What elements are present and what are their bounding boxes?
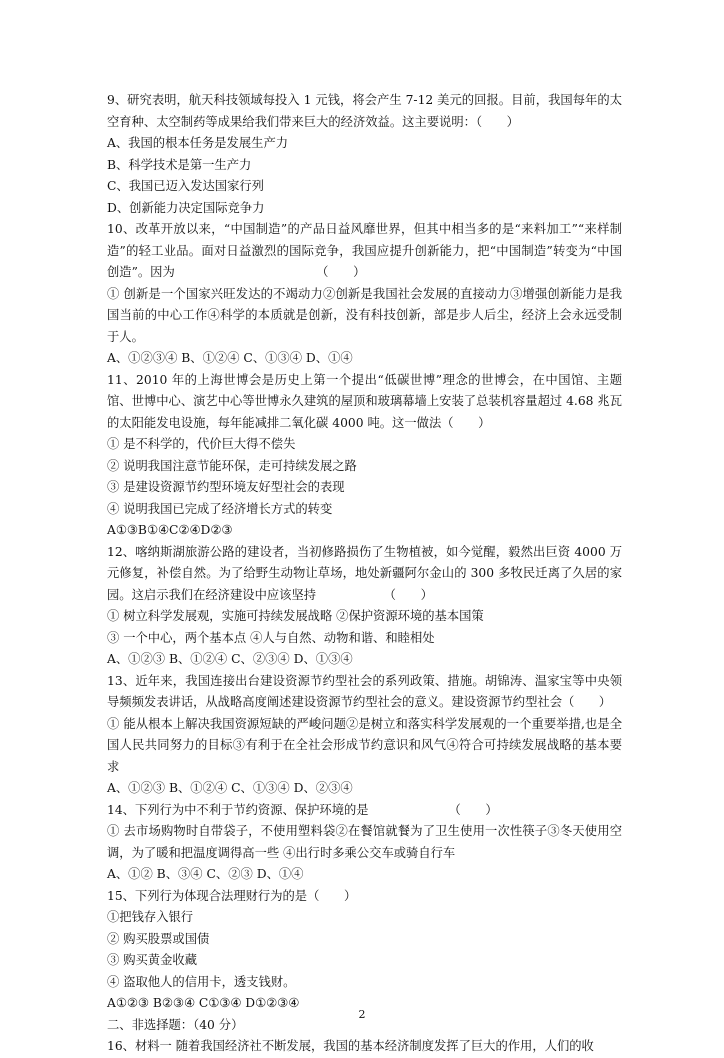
document-page: [107, 90, 622, 1058]
question-14-statements: ① 去市场购物时自带袋子，不使用塑料袋②在餐馆就餐为了卫生使用一次性筷子③冬天使用空调，为了暖和把温度调得高一些 ④出行时多乘公交车或骑自行车: [107, 824, 622, 860]
question-15-statement-1: ①把钱存入银行: [107, 910, 194, 924]
question-11-options: A①③B①④C②④D②③: [107, 523, 233, 537]
question-9-option-a: A、我国的根本任务是发展生产力: [107, 136, 289, 150]
question-15-statement-2: ② 购买股票或国债: [107, 931, 210, 946]
question-15-statement-4: ④ 盗取他人的信用卡，透支钱财。: [107, 974, 296, 989]
question-12-statements-3-4: ③ 一个中心，两个基本点 ④人与自然、动物和谐、和睦相处: [107, 630, 435, 645]
question-12-stem: 12、喀纳斯湖旅游公路的建设者，当初修路损伤了生物植被，如今觉醒，毅然出巨资 4000 万元修复，补偿自然。为了给野生动物让草场，地处新疆阿尔金山的 300 多牧民迁离了久居的家园。这启示我们在经济建设中应该坚持 （ ）: [107, 544, 622, 602]
question-10-statements: ① 创新是一个国家兴旺发达的不竭动力②创新是我国社会发展的直接动力③增强创新能力是我国当前的中心工作④科学的本质就是创新，没有科技创新，部是步人后尘，经济上会永远受制于人。: [107, 286, 622, 344]
question-11-statement-3: ③ 是建设资源节约型环境友好型社会的表现: [107, 480, 345, 494]
question-14-stem: 14、下列行为中不利于节约资源、保护环境的是 （ ）: [107, 802, 498, 817]
question-13-statements: ① 能从根本上解决我国资源短缺的严峻问题②是树立和落实科学发展观的一个重要举措,也是全国人民共同努力的目标③有利于在全社会形成节约意识和风气④符合可持续发展战略的基本要求: [107, 716, 622, 774]
question-9-option-d: D、创新能力决定国际竞争力: [107, 200, 265, 215]
question-9-stem: 9、研究表明，航天科技领域每投入 1 元钱，将会产生 7-12 美元的回报。目前，我国每年的太空育种、太空制药等成果给我们带来巨大的经济效益。这主要说明：（ ）: [107, 93, 622, 129]
question-10-options: A、①②③④ B、①②④ C、①③④ D、①④: [107, 351, 353, 365]
question-16-stem: 16、材料一 随着我国经济社不断发展，我国的基本经济制度发挥了巨大的作用，人们的收: [107, 1039, 594, 1053]
page-number: 2: [358, 1008, 366, 1021]
question-10-stem: 10、改革开放以来，“中国制造”的产品日益风靡世界，但其中相当多的是“来料加工”“来样制造”的轻工业品。面对日益激烈的国际竞争，我国应提升创新能力，把“中国制造”转变为“中国创造”。因为 （ ）: [107, 222, 622, 279]
section-heading: 二、非选择题：（40 分）: [107, 1017, 244, 1032]
question-14-options: A、①② B、③④ C、②③ D、①④: [107, 867, 304, 881]
question-11-statement-4: ④ 说明我国已完成了经济增长方式的转变: [107, 501, 333, 516]
question-9-option-b: B、科学技术是第一生产力: [107, 157, 252, 172]
question-9-option-c: C、我国已迈入发达国家行列: [107, 179, 264, 193]
question-11-statement-1: ① 是不科学的，代价巨大得不偿失: [107, 437, 296, 451]
question-13-options: A、①②③ B、①②④ C、①③④ D、②③④: [107, 781, 353, 795]
question-12-options: A、①②③ B、①②④ C、②③④ D、①③④: [107, 652, 353, 666]
question-15-options: A①②③ B②③④ C①③④ D①②③④: [107, 996, 300, 1010]
question-15-statement-3: ③ 购买黄金收藏: [107, 953, 197, 967]
question-11-statement-2: ② 说明我国注意节能环保，走可持续发展之路: [107, 458, 357, 473]
question-15-stem: 15、下列行为体现合法理财行为的是（ ）: [107, 888, 357, 903]
question-12-statements-1-2: ① 树立科学发展观，实施可持续发展战略 ②保护资源环境的基本国策: [107, 609, 484, 623]
question-11-stem: 11、2010 年的上海世博会是历史上第一个提出“低碳世博”理念的世博会，在中国馆、主题馆、世博中心、演艺中心等世博永久建筑的屋顶和玻璃幕墙上安装了总装机容量超过 4.68 兆瓦的太阳能发电设施，每年能减排二氧化碳 4000 吨。这一做法（ ）: [107, 372, 622, 430]
question-13-stem: 13、近年来，我国连接出台建设资源节约型社会的系列政策、措施。胡锦涛、温家宝等中央领导频频发表讲话，从战略高度阐述建设资源节约型社会的意义。建设资源节约型社会（ ）: [107, 673, 622, 709]
